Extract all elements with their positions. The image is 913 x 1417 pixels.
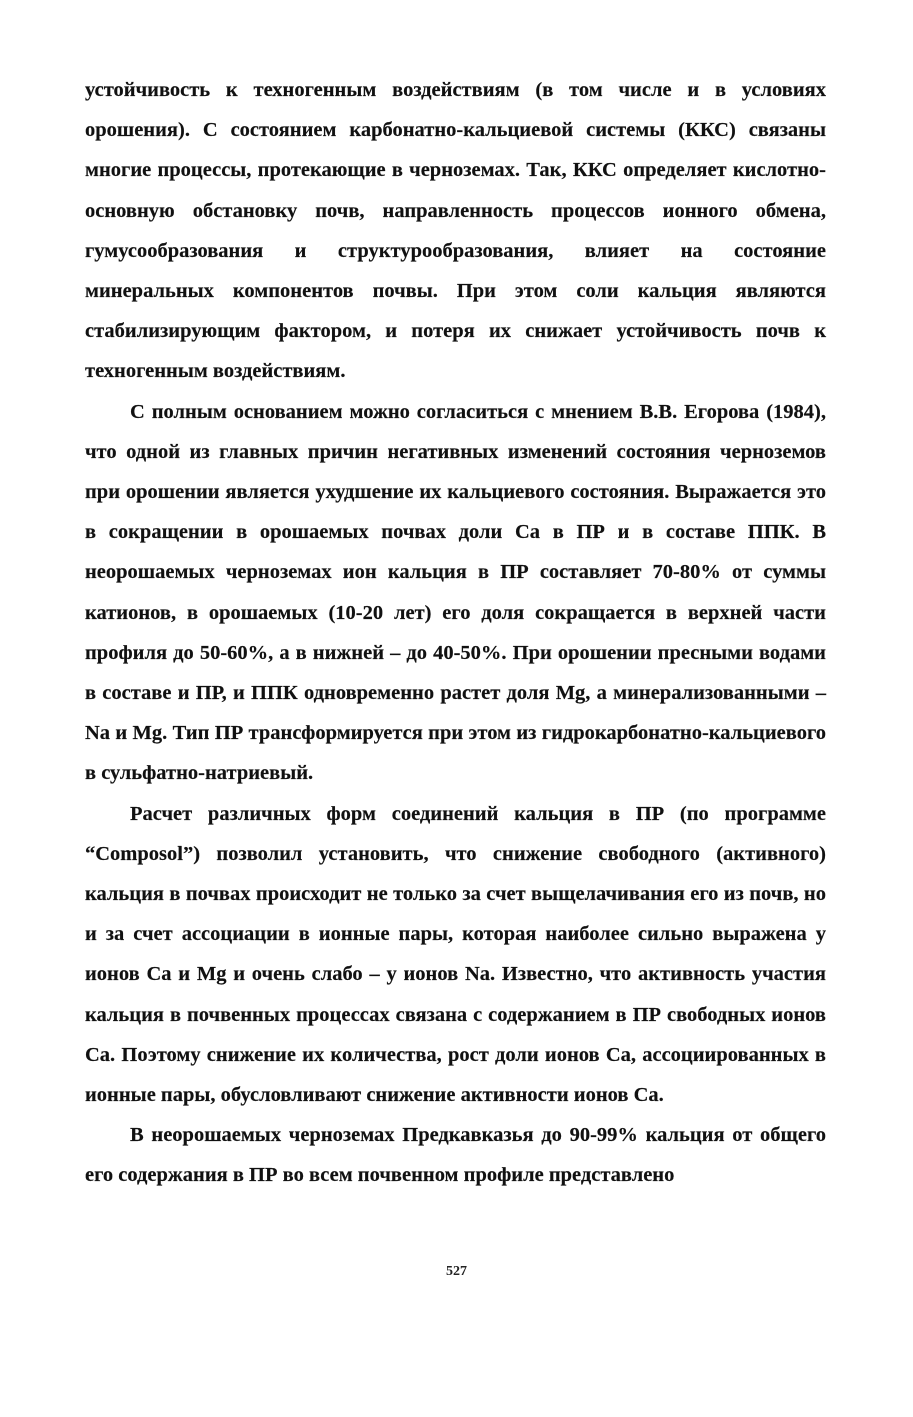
paragraph-3: Расчет различных форм соединений кальция в ПР (по программе “Composol”) позволил установить, что снижение свободного (активного) кальция в почвах происходит не только за счет выщелачивания его из почв, но и за счет ассоциации в ионные пары, которая наиболее сильно выражена у ионов Са и Mg и очень слабо – у ионов Na. Известно, что активность участия кальция в почвенных процессах связана с содержанием в ПР свободных ионов Са. Поэтому снижение их количества, рост доли ионов Са, ассоциированных в ионные пары, обусловливают снижение активности ионов Са. bbox=[85, 802, 826, 1107]
body-text bbox=[85, 70, 826, 1196]
page-number: 527 bbox=[446, 1264, 467, 1279]
paragraph-1: устойчивость к техногенным воздействиям (в том числе и в условиях орошения). С состоянием карбонатно-кальциевой системы (ККС) связаны многие процессы, протекающие в черноземах. Так, ККС определяет кислотно-основную обстановку почв, направленность процессов ионного обмена, гумусообразования и структурообразования, влияет на состояние минеральных компонентов почвы. При этом соли кальция являются стабилизирующим фактором, и потеря их снижает устойчивость почв к техногенным воздействиям. bbox=[85, 79, 826, 383]
paragraph-2: С полным основанием можно согласиться с мнением В.В. Егорова (1984), что одной из главных причин негативных изменений состояния черноземов при орошении является ухудшение их кальциевого состояния. Выражается это в сокращении в орошаемых почвах доли Са в ПР и в составе ППК. В неорошаемых черноземах ион кальция в ПР составляет 70-80% от суммы катионов, в орошаемых (10-20 лет) его доля сокращается в верхней части профиля до 50-60%, а в нижней – до 40-50%. При орошении пресными водами в составе и ПР, и ППК одновременно растет доля Mg, а минерализованными – Na и Mg. Тип ПР трансформируется при этом из гидрокарбонатно-кальциевого в сульфатно-натриевый. bbox=[85, 400, 826, 785]
paragraph-4: В неорошаемых черноземах Предкавказья до 90-99% кальция от общего его содержания в ПР во всем почвенном профиле представлено bbox=[85, 1124, 826, 1187]
